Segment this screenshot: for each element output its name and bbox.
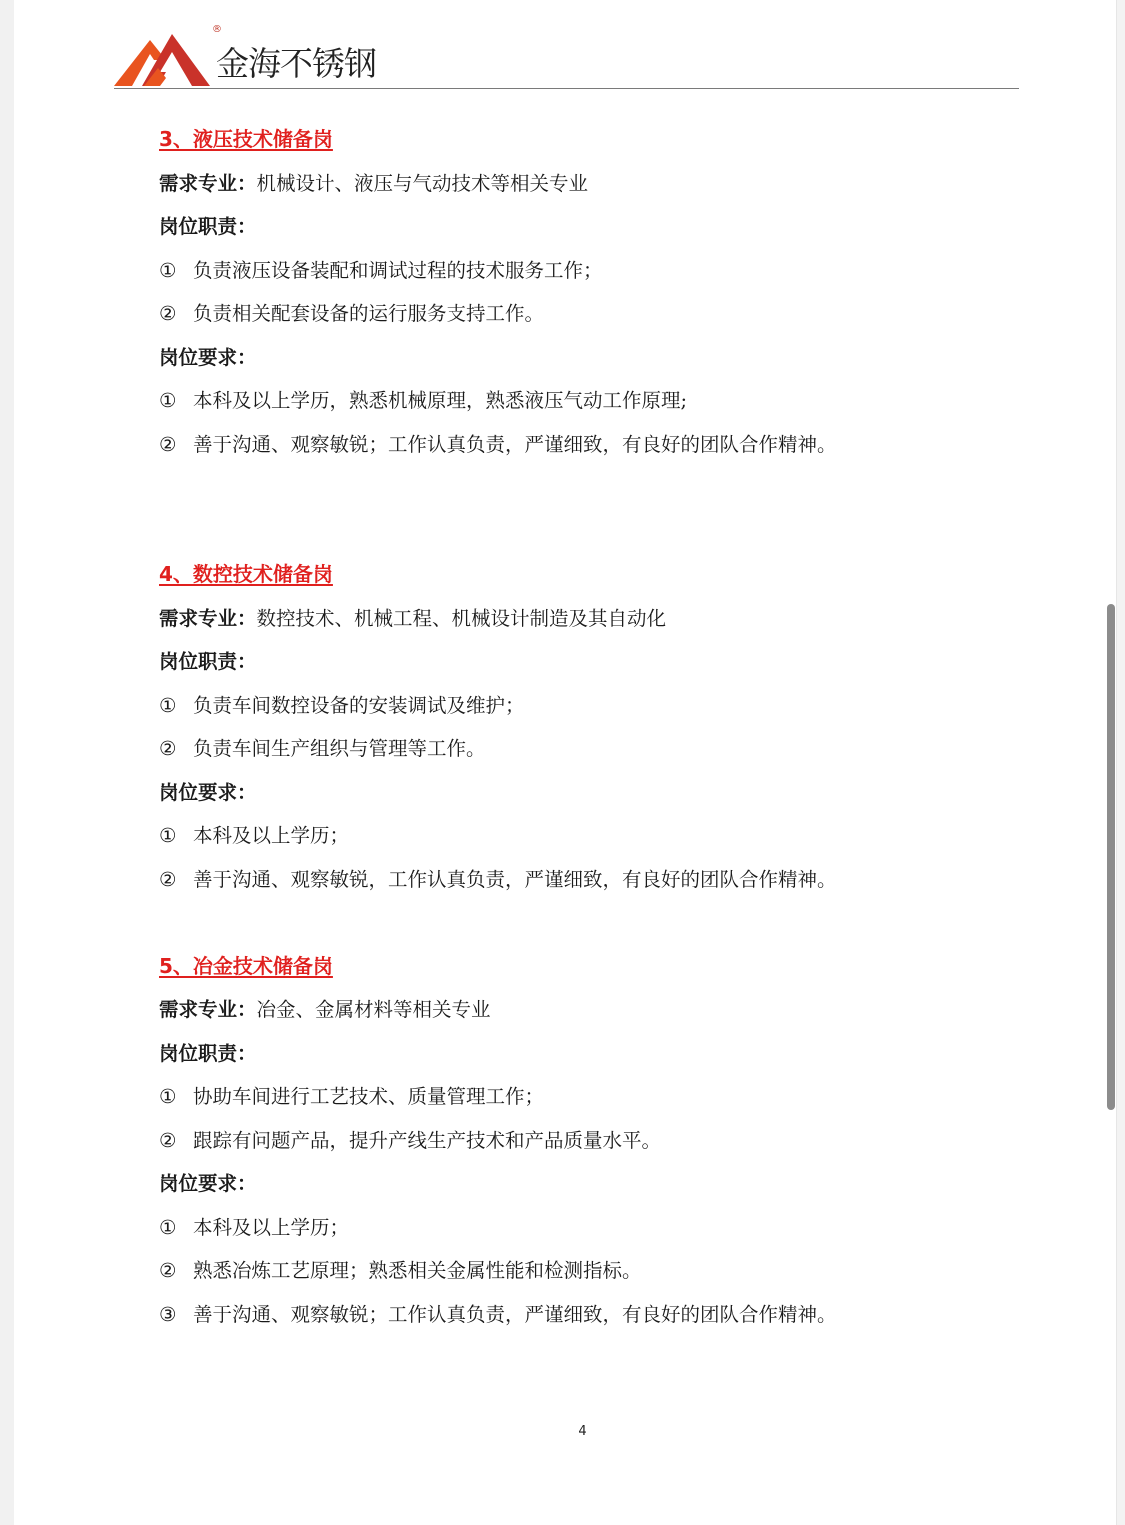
item-text: 负责车间数控设备的安装调试及维护； <box>193 693 525 717</box>
item-text: 协助车间进行工艺技术、质量管理工作； <box>193 1085 545 1108</box>
item-marker: ① <box>159 824 177 847</box>
item-marker: ① <box>159 693 177 717</box>
job-section <box>159 118 1019 466</box>
list-item <box>159 423 1019 467</box>
jinhai-mountain-logo-icon <box>114 28 210 86</box>
scrollbar-thumb[interactable] <box>1107 604 1115 1110</box>
duties-heading <box>159 640 1019 684</box>
requirements-label: 岗位要求： <box>159 1172 257 1195</box>
item-text: 本科及以上学历； <box>193 1215 350 1239</box>
item-marker: ② <box>159 432 177 456</box>
list-item <box>159 858 1019 902</box>
item-text: 负责相关配套设备的运行服务支持工作。 <box>193 302 545 325</box>
item-marker: ① <box>159 1215 177 1239</box>
major-value: 冶金、金属材料等相关专业 <box>256 998 491 1021</box>
list-item <box>159 379 1019 423</box>
item-marker: ② <box>159 1259 177 1282</box>
duties-heading <box>159 205 1019 249</box>
duties-heading <box>159 1032 1019 1076</box>
list-item <box>159 249 1019 293</box>
duties-label: 岗位职责： <box>159 650 257 673</box>
section-title: 5、冶金技术储备岗 <box>159 953 333 978</box>
requirements-heading <box>159 1162 1019 1206</box>
requirements-heading <box>159 336 1019 380</box>
requirements-heading <box>159 771 1019 815</box>
section-spacer <box>159 466 1019 553</box>
requirements-label: 岗位要求： <box>159 345 257 369</box>
item-text: 本科及以上学历； <box>193 824 350 847</box>
duties-label: 岗位职责： <box>159 215 257 238</box>
page-margin-left <box>0 0 14 1525</box>
major-line <box>159 988 1019 1032</box>
item-text: 善于沟通、观察敏锐；工作认真负责，严谨细致，有良好的团队合作精神。 <box>193 432 837 456</box>
item-text: 善于沟通、观察敏锐；工作认真负责，严谨细致，有良好的团队合作精神。 <box>193 1302 837 1326</box>
major-label: 需求专业： <box>159 606 257 630</box>
item-marker: ① <box>159 389 177 412</box>
item-text: 本科及以上学历，熟悉机械原理，熟悉液压气动工作原理; <box>193 389 688 412</box>
list-item <box>159 292 1019 336</box>
list-item <box>159 1206 1019 1250</box>
item-text: 跟踪有问题产品，提升产线生产技术和产品质量水平。 <box>193 1128 662 1152</box>
list-item <box>159 1075 1019 1119</box>
item-text: 熟悉冶炼工艺原理；熟悉相关金属性能和检测指标。 <box>193 1259 642 1282</box>
item-marker: ③ <box>159 1302 177 1326</box>
scrollbar-track[interactable] <box>1116 0 1125 1525</box>
item-text: 善于沟通、观察敏锐，工作认真负责，严谨细致，有良好的团队合作精神。 <box>193 867 837 891</box>
registered-trademark-mark: ® <box>212 24 222 35</box>
brand-name: 金海不锈钢 <box>216 44 376 83</box>
job-section <box>159 945 1019 1337</box>
list-item <box>159 1119 1019 1163</box>
major-value: 数控技术、机械工程、机械设计制造及其自动化 <box>256 606 667 630</box>
list-item <box>159 727 1019 771</box>
document-header <box>114 22 1020 92</box>
job-section <box>159 553 1019 901</box>
item-text: 负责液压设备装配和调试过程的技术服务工作； <box>193 258 603 282</box>
item-marker: ② <box>159 1128 177 1152</box>
major-line <box>159 597 1019 641</box>
section-spacer <box>159 901 1019 945</box>
section-title: 3、液压技术储备岗 <box>159 127 333 151</box>
list-item <box>159 1293 1019 1337</box>
list-item <box>159 684 1019 728</box>
requirements-label: 岗位要求： <box>159 780 257 804</box>
list-item <box>159 814 1019 858</box>
document-body <box>159 118 1019 1336</box>
page-number: 4 <box>578 1424 587 1439</box>
item-marker: ② <box>159 867 177 891</box>
item-marker: ① <box>159 258 177 282</box>
list-item <box>159 1249 1019 1293</box>
duties-label: 岗位职责： <box>159 1041 257 1065</box>
major-label: 需求专业： <box>159 171 257 195</box>
item-marker: ② <box>159 737 177 760</box>
major-value: 机械设计、液压与气动技术等相关专业 <box>256 171 589 195</box>
section-title: 4、数控技术储备岗 <box>159 562 333 586</box>
item-text: 负责车间生产组织与管理等工作。 <box>193 737 486 760</box>
header-divider <box>114 88 1019 89</box>
major-label: 需求专业： <box>159 998 257 1021</box>
item-marker: ① <box>159 1085 177 1108</box>
major-line <box>159 162 1019 206</box>
item-marker: ② <box>159 302 177 325</box>
